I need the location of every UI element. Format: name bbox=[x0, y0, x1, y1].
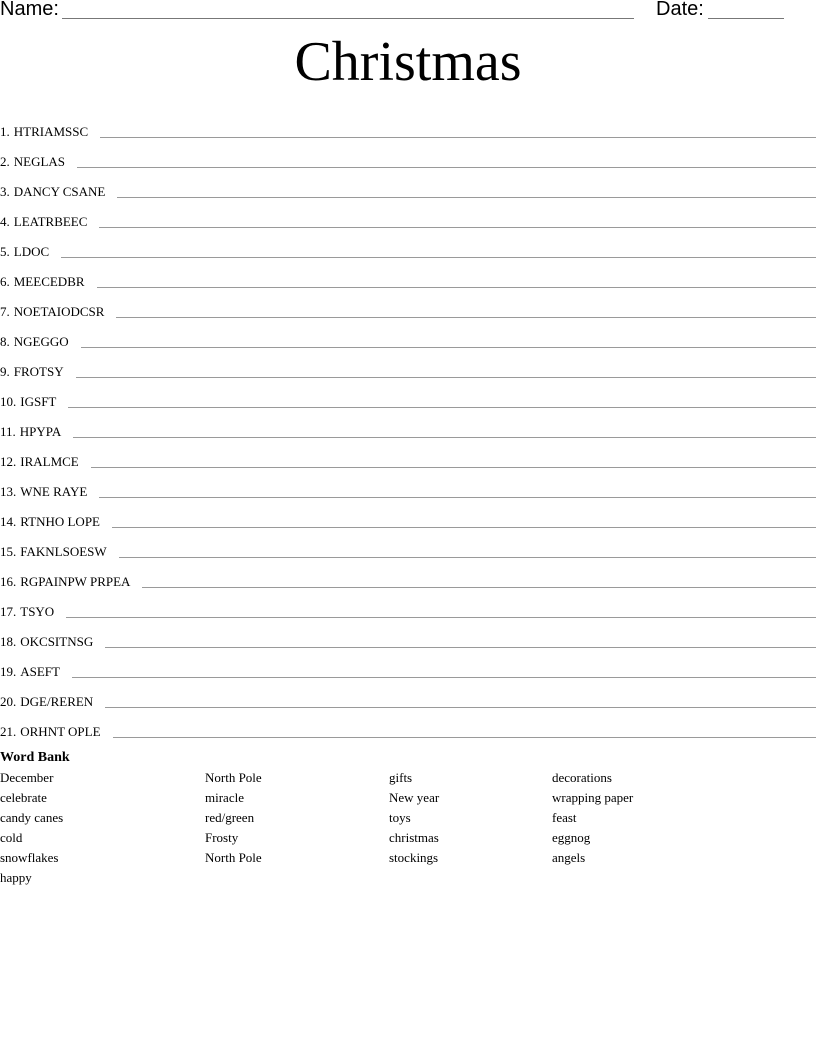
word-bank-column bbox=[552, 768, 633, 868]
scrambled-word: IGSFT bbox=[20, 394, 57, 409]
word-bank-column bbox=[0, 768, 63, 888]
word-bank-word: feast bbox=[552, 810, 577, 825]
word-bank-word: candy canes bbox=[0, 810, 64, 825]
word-bank-word: snowflakes bbox=[0, 850, 59, 865]
worksheet-header bbox=[0, 0, 816, 24]
question-number: 20. bbox=[0, 694, 17, 709]
question-number: 8. bbox=[0, 334, 10, 349]
question-row bbox=[0, 590, 816, 620]
scrambled-word: LDOC bbox=[13, 244, 50, 259]
name-label: Name: bbox=[0, 0, 59, 20]
answer-line[interactable] bbox=[100, 136, 816, 138]
question-number: 5. bbox=[0, 244, 10, 259]
word-bank-column bbox=[389, 768, 439, 868]
answer-line[interactable] bbox=[76, 376, 816, 378]
question-number: 10. bbox=[0, 394, 17, 409]
question-number: 11. bbox=[0, 424, 16, 439]
answer-line[interactable] bbox=[73, 436, 816, 438]
answer-line[interactable] bbox=[142, 586, 816, 588]
question-number: 14. bbox=[0, 514, 17, 529]
word-bank-word: christmas bbox=[389, 830, 439, 845]
question-number: 19. bbox=[0, 664, 17, 679]
word-bank-column bbox=[205, 768, 262, 868]
scrambled-word: RTNHO LOPE bbox=[20, 514, 100, 529]
question-row bbox=[0, 110, 816, 140]
scrambled-word: HPYPA bbox=[19, 424, 62, 439]
date-label: Date: bbox=[656, 0, 704, 20]
question-row bbox=[0, 440, 816, 470]
word-bank-word: angels bbox=[552, 850, 586, 865]
scrambled-word: LEATRBEEC bbox=[13, 214, 88, 229]
question-row bbox=[0, 320, 816, 350]
question-list bbox=[0, 110, 816, 740]
answer-line[interactable] bbox=[66, 616, 816, 618]
scrambled-word: DGE/REREN bbox=[20, 694, 94, 709]
question-number: 9. bbox=[0, 364, 10, 379]
answer-line[interactable] bbox=[117, 196, 816, 198]
question-row bbox=[0, 500, 816, 530]
answer-line[interactable] bbox=[99, 496, 816, 498]
word-bank-grid bbox=[0, 768, 816, 888]
question-number: 2. bbox=[0, 154, 10, 169]
word-bank-word: miracle bbox=[205, 790, 244, 805]
scrambled-word: IRALMCE bbox=[20, 454, 79, 469]
question-row bbox=[0, 200, 816, 230]
question-number: 17. bbox=[0, 604, 17, 619]
word-bank bbox=[0, 748, 816, 888]
question-row bbox=[0, 380, 816, 410]
word-bank-word: happy bbox=[0, 870, 32, 885]
word-bank-word: toys bbox=[389, 810, 411, 825]
name-field[interactable] bbox=[62, 18, 634, 19]
scrambled-word: FAKNLSOESW bbox=[20, 544, 107, 559]
question-row bbox=[0, 560, 816, 590]
question-number: 13. bbox=[0, 484, 17, 499]
answer-line[interactable] bbox=[97, 286, 816, 288]
word-bank-word: celebrate bbox=[0, 790, 47, 805]
question-number: 4. bbox=[0, 214, 10, 229]
scrambled-word: NEGLAS bbox=[13, 154, 66, 169]
word-bank-word: North Pole bbox=[205, 770, 262, 785]
scrambled-word: HTRIAMSSC bbox=[13, 124, 89, 139]
question-row bbox=[0, 230, 816, 260]
word-bank-word: wrapping paper bbox=[552, 790, 634, 805]
question-number: 15. bbox=[0, 544, 17, 559]
scrambled-word: TSYO bbox=[20, 604, 55, 619]
scrambled-word: ORHNT OPLE bbox=[20, 724, 101, 739]
word-bank-word: cold bbox=[0, 830, 23, 845]
question-row bbox=[0, 530, 816, 560]
scrambled-word: WNE RAYE bbox=[20, 484, 88, 499]
question-number: 16. bbox=[0, 574, 17, 589]
scrambled-word: RGPAINPW PRPEA bbox=[20, 574, 131, 589]
answer-line[interactable] bbox=[116, 316, 816, 318]
question-number: 1. bbox=[0, 124, 10, 139]
answer-line[interactable] bbox=[119, 556, 816, 558]
word-bank-word: stockings bbox=[389, 850, 439, 865]
question-row bbox=[0, 620, 816, 650]
answer-line[interactable] bbox=[105, 706, 816, 708]
word-bank-word: Frosty bbox=[205, 830, 239, 845]
word-bank-word: North Pole bbox=[205, 850, 262, 865]
word-bank-word: December bbox=[0, 770, 54, 785]
question-number: 7. bbox=[0, 304, 10, 319]
scrambled-word: MEECEDBR bbox=[13, 274, 85, 289]
question-number: 3. bbox=[0, 184, 10, 199]
word-bank-word: New year bbox=[389, 790, 440, 805]
word-bank-word: eggnog bbox=[552, 830, 591, 845]
question-number: 21. bbox=[0, 724, 17, 739]
answer-line[interactable] bbox=[81, 346, 816, 348]
scrambled-word: NGEGGO bbox=[13, 334, 69, 349]
answer-line[interactable] bbox=[91, 466, 816, 468]
question-number: 12. bbox=[0, 454, 17, 469]
question-row bbox=[0, 260, 816, 290]
answer-line[interactable] bbox=[72, 676, 816, 678]
answer-line[interactable] bbox=[113, 736, 816, 738]
scrambled-word: NOETAIODCSR bbox=[13, 304, 105, 319]
word-bank-title: Word Bank bbox=[0, 750, 70, 765]
question-row bbox=[0, 140, 816, 170]
word-bank-word: gifts bbox=[389, 770, 413, 785]
scrambled-word: FROTSY bbox=[13, 364, 64, 379]
question-row bbox=[0, 290, 816, 320]
answer-line[interactable] bbox=[105, 646, 816, 648]
answer-line[interactable] bbox=[68, 406, 816, 408]
question-number: 6. bbox=[0, 274, 10, 289]
question-row bbox=[0, 170, 816, 200]
question-row bbox=[0, 350, 816, 380]
answer-line[interactable] bbox=[61, 256, 816, 258]
answer-line[interactable] bbox=[77, 166, 816, 168]
question-row bbox=[0, 470, 816, 500]
question-row bbox=[0, 680, 816, 710]
page-title: Christmas bbox=[294, 31, 522, 93]
question-row bbox=[0, 650, 816, 680]
answer-line[interactable] bbox=[112, 526, 816, 528]
scrambled-word: ASEFT bbox=[20, 664, 60, 679]
date-field[interactable] bbox=[708, 18, 784, 19]
scrambled-word: OKCSITNSG bbox=[20, 634, 94, 649]
answer-line[interactable] bbox=[99, 226, 816, 228]
question-number: 18. bbox=[0, 634, 17, 649]
word-bank-word: decorations bbox=[552, 770, 612, 785]
scrambled-word: DANCY CSANE bbox=[13, 184, 106, 199]
question-row bbox=[0, 710, 816, 740]
question-row bbox=[0, 410, 816, 440]
word-bank-word: red/green bbox=[205, 810, 255, 825]
